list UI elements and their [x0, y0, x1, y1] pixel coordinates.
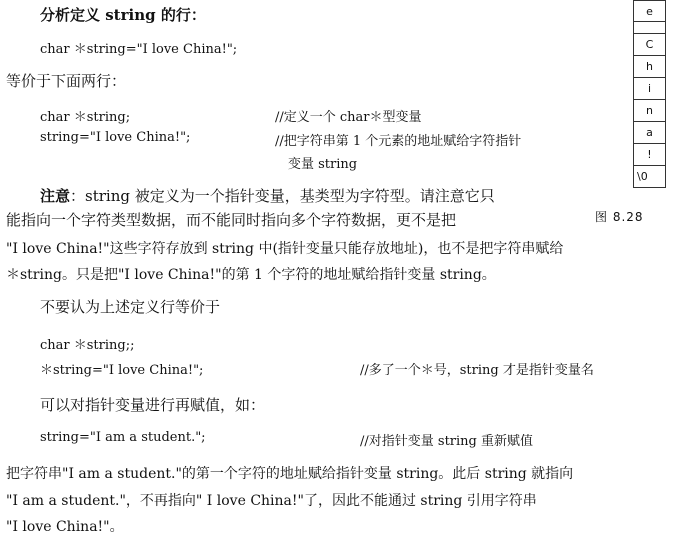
- dont-text: 不要认为上述定义行等价于: [40, 298, 221, 316]
- memory-cells-figure: [633, 0, 666, 188]
- reassign-text: 可以对指针变量进行再赋值，如：: [40, 396, 266, 414]
- note-line-4: ＊string。只是把"I love China!"的第 1 个字符的地址赋给指针变量 string。: [6, 267, 496, 283]
- memory-cell: [633, 22, 666, 34]
- memory-cell: a: [633, 122, 666, 144]
- intro-text: 分析定义 string 的行：: [40, 6, 206, 24]
- final-line-2: "I am a student."，不再指向" I love China!"了，因此不能通过 string 引用字符串: [6, 493, 537, 509]
- note-line-3: "I love China!"这些字符存放到 string 中(指针变量只能存放地址)，也不是把字符串赋给: [6, 241, 564, 257]
- note-text-1: ：string 被定义为一个指针变量，基类型为字符型。请注意它只: [70, 187, 495, 205]
- comment-3b: //多了一个＊号，string 才是指针变量名: [360, 363, 594, 378]
- comment-2b: //把字符串第 1 个元素的地址赋给字符指针: [275, 134, 522, 149]
- code-line-3b: ＊string="I love China!";: [40, 363, 204, 378]
- note-line-1: [40, 185, 495, 206]
- figure-caption: 图 8.28: [595, 210, 644, 224]
- memory-cell: \0: [633, 166, 666, 188]
- comment-2a: //定义一个 char＊型变量: [275, 110, 422, 125]
- comment-4: //对指针变量 string 重新赋值: [360, 434, 533, 449]
- memory-cell: n: [633, 100, 666, 122]
- final-line-3: "I love China!"。: [6, 519, 124, 535]
- code-line-2a: char ＊string;: [40, 110, 131, 125]
- code-line-1: char ＊string="I love China!";: [40, 42, 238, 57]
- final-line-1: 把字符串"I am a student."的第一个字符的地址赋给指针变量 string。此后 string 就指向: [6, 466, 574, 482]
- note-line-2: 能指向一个字符类型数据，而不能同时指向多个字符数据，更不是把: [6, 211, 457, 229]
- note-label: 注意: [40, 187, 71, 205]
- memory-cell: h: [633, 56, 666, 78]
- comment-2b-cont: 变量 string: [288, 157, 358, 172]
- code-line-3a: char ＊string;;: [40, 338, 135, 353]
- code-line-4: string="I am a student.";: [40, 430, 206, 445]
- memory-cell: e: [633, 0, 666, 22]
- memory-cell: i: [633, 78, 666, 100]
- memory-cell: C: [633, 34, 666, 56]
- memory-cell: !: [633, 144, 666, 166]
- equiv-text: 等价于下面两行：: [6, 72, 127, 90]
- code-line-2b: string="I love China!";: [40, 130, 191, 145]
